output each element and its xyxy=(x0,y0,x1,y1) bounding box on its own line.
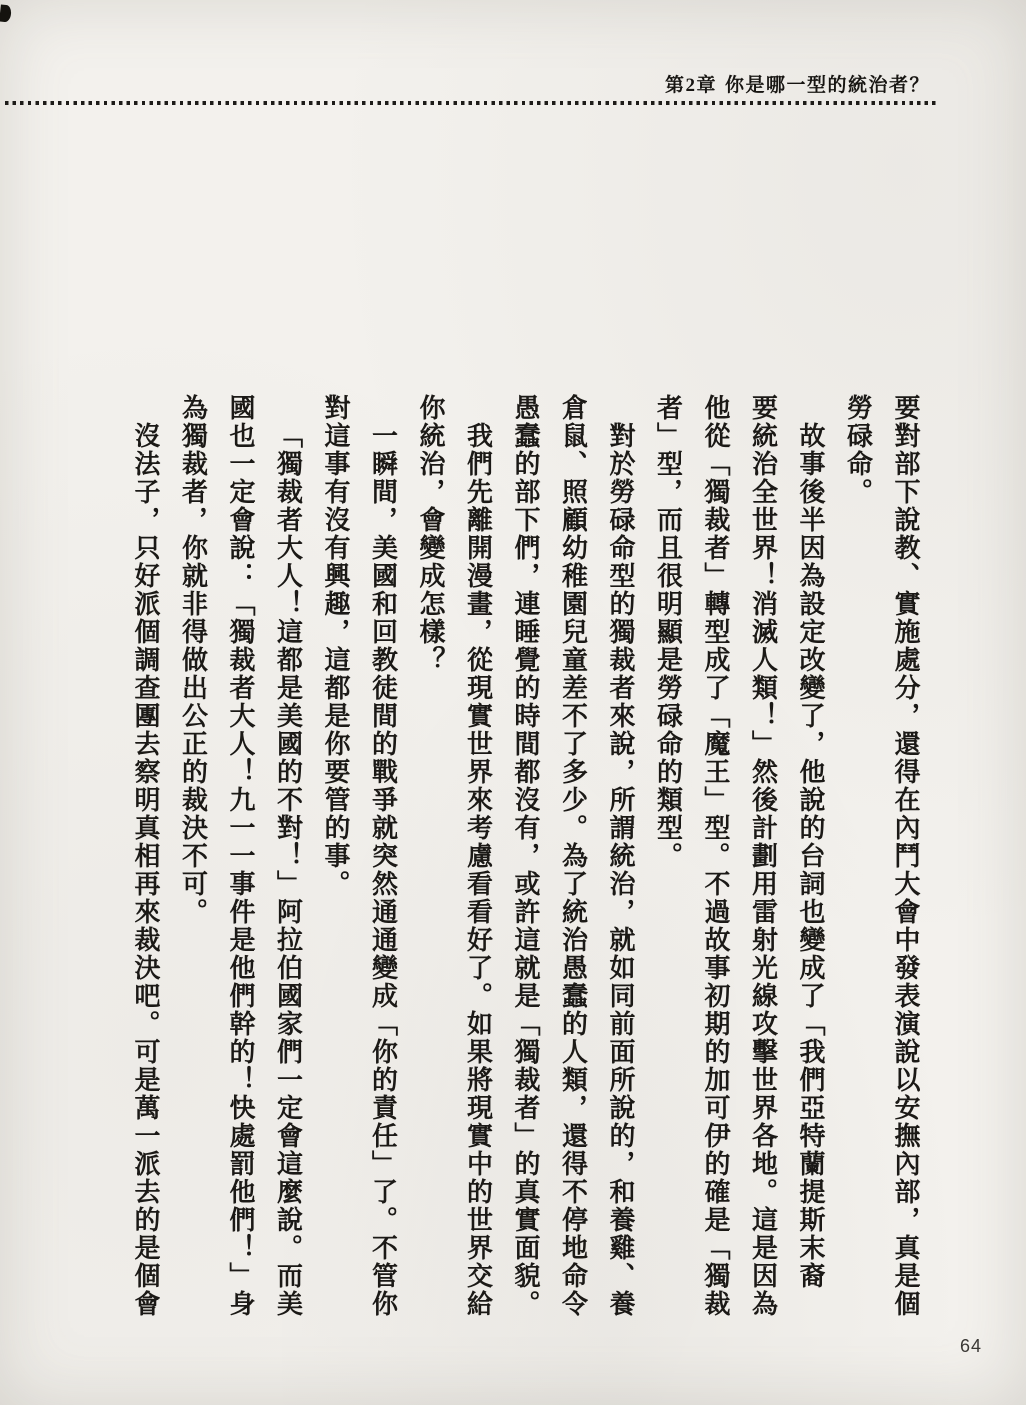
dotted-divider xyxy=(5,101,938,105)
vertical-text-line: 者」型，而且很明顯是勞碌命的類型。 xyxy=(653,394,683,870)
vertical-text-line: 沒法子，只好派個調查團去察明真相再來裁決吧。可是萬一派去的是個會 xyxy=(131,422,160,1318)
vertical-text-line: 我們先離開漫畫，從現實世界來考慮看看好了。如果將現實中的世界交給 xyxy=(463,422,493,1318)
vertical-text-line: 為獨裁者，你就非得做出公正的裁決不可。 xyxy=(178,394,208,926)
vertical-text-line: 一瞬間，美國和回教徒間的戰爭就突然通通變成「你的責任」了。不管你 xyxy=(368,422,398,1318)
vertical-text-line: 故事後半因為設定改變了，他說的台詞也變成了「我們亞特蘭提斯末裔 xyxy=(796,422,825,1290)
vertical-text-line: 對於勞碌命型的獨裁者來說，所謂統治，就如同前面所說的，和養雞、養 xyxy=(606,422,635,1318)
chapter-header xyxy=(665,70,930,97)
vertical-text-line: 你統治，會變成怎樣？ xyxy=(416,394,445,674)
vertical-text-line: 倉鼠、照顧幼稚園兒童差不了多少。為了統治愚蠢的人類，還得不停地命令 xyxy=(558,394,588,1318)
vertical-text-line: 「獨裁者大人！這都是美國的不對！」阿拉伯國家們一定會這麼說。而美 xyxy=(273,422,303,1318)
scan-artifact-mark xyxy=(0,4,12,22)
vertical-text-line: 愚蠢的部下們，連睡覺的時間都沒有，或許這就是「獨裁者」的真實面貌。 xyxy=(511,394,540,1318)
vertical-text-line: 要對部下說教、實施處分，還得在內鬥大會中發表演說以安撫內部，真是個 xyxy=(891,394,920,1318)
chapter-label: 第2章 xyxy=(664,75,717,96)
vertical-text-line: 要統治全世界！消滅人類！」然後計劃用雷射光線攻擊世界各地。這是因為 xyxy=(748,394,778,1318)
vertical-text-line: 他從「獨裁者」轉型成了「魔王」型。不過故事初期的加可伊的確是「獨裁 xyxy=(701,394,730,1318)
vertical-text-line: 對這事有沒有興趣，這都是你要管的事。 xyxy=(321,394,350,898)
page-number: 64 xyxy=(959,1336,982,1356)
vertical-text-line: 國也一定會說：「獨裁者大人！九一一事件是他們幹的！快處罰他們！」身 xyxy=(226,394,255,1318)
vertical-text-line: 勞碌命。 xyxy=(843,394,873,506)
vertical-text-block xyxy=(111,394,919,1334)
chapter-title: 你是哪一型的統治者？ xyxy=(724,75,930,96)
